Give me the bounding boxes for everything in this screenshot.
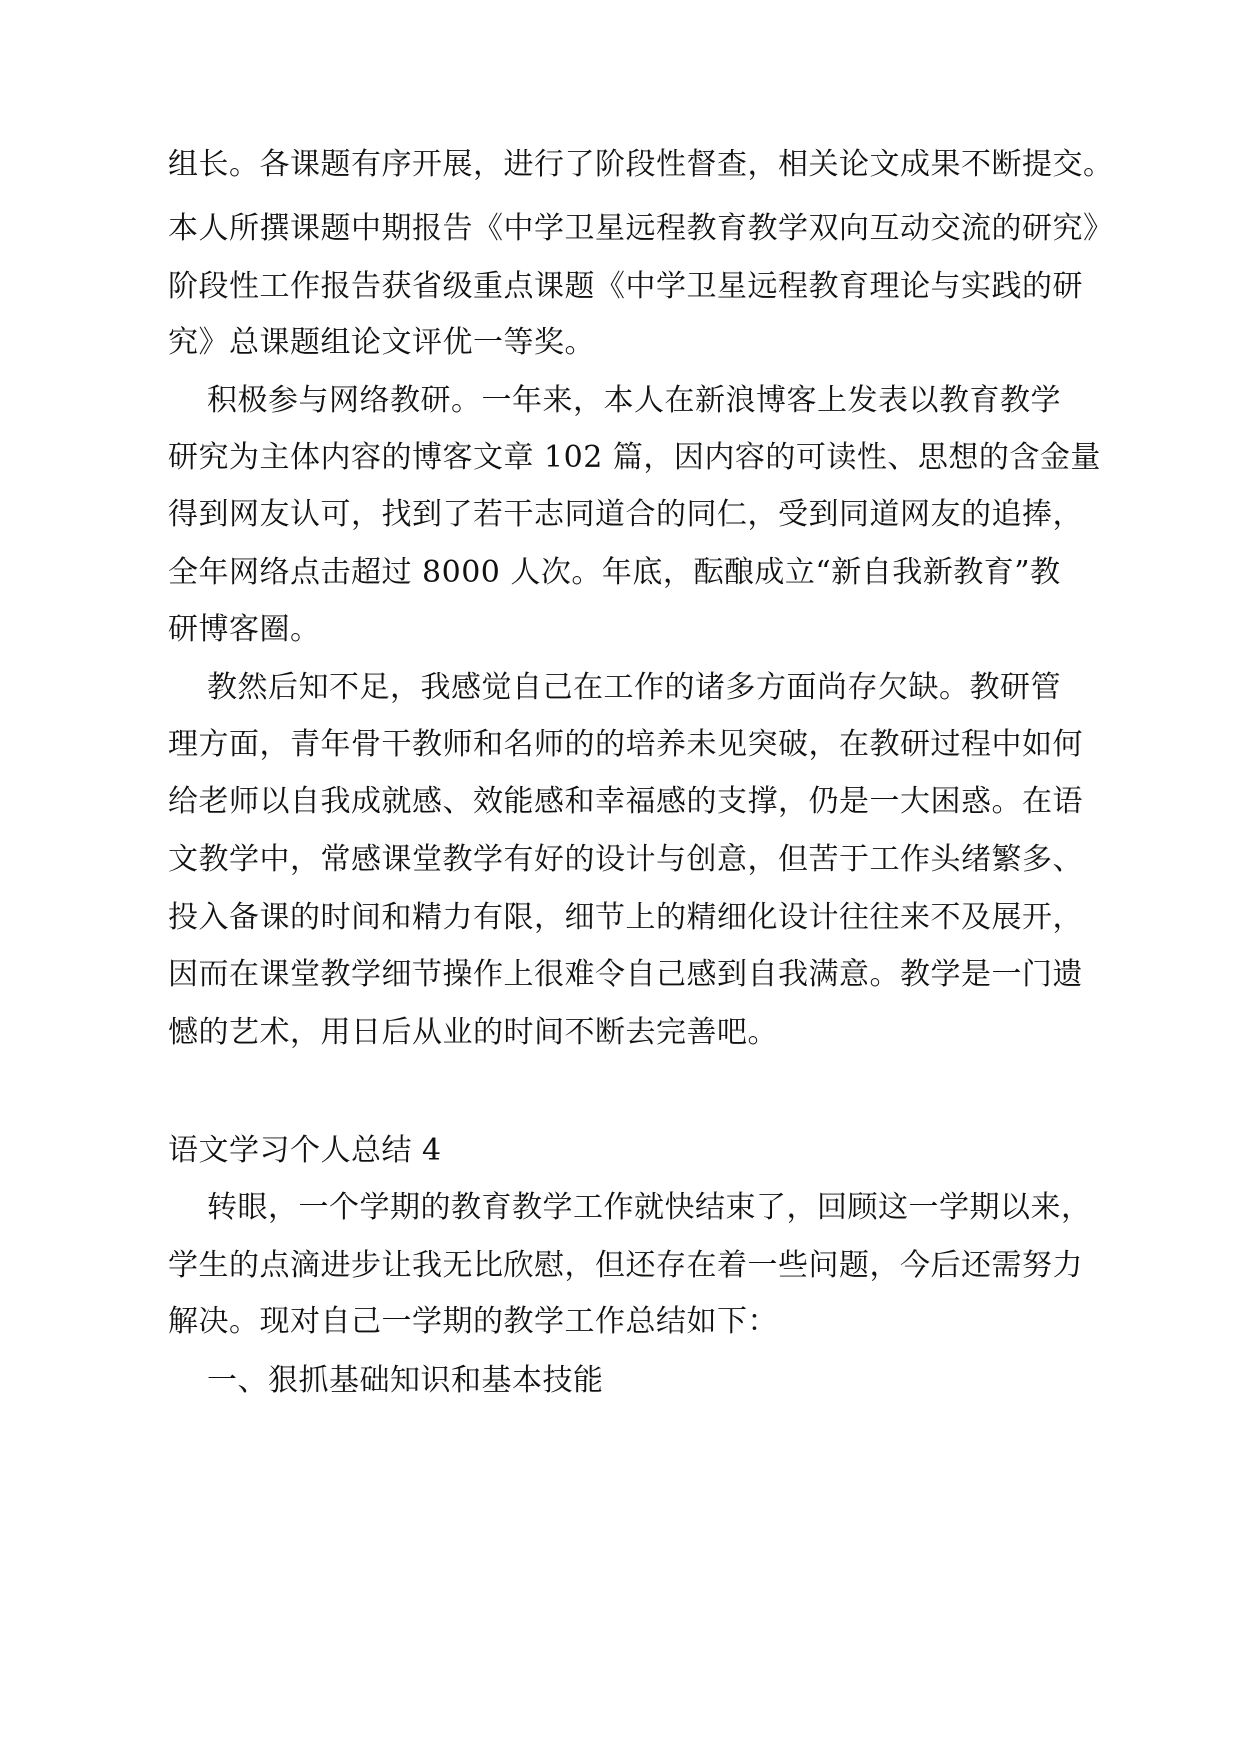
text-line: 究》总课题组论文评优一等奖。 <box>168 325 595 360</box>
text-line: 本人所撰课题中期报告《中学卫星远程教育教学双向互动交流的研究》 <box>168 211 1114 246</box>
text-line: 转眼，一个学期的教育教学工作就快结束了，回顾这一学期以来， <box>207 1190 1092 1225</box>
subsection-heading: 一、狠抓基础知识和基本技能 <box>207 1363 604 1398</box>
text-line: 全年网络点击超过 8000 人次。年底，酝酿成立“新自我新教育”教 <box>168 555 1061 590</box>
text-line: 组长。各课题有序开展，进行了阶段性督查，相关论文成果不断提交。 <box>168 147 1114 182</box>
text-line: 教然后知不足，我感觉自己在工作的诸多方面尚存欠缺。教研管 <box>207 670 1061 705</box>
text-line: 给老师以自我成就感、效能感和幸福感的支撑，仍是一大困惑。在语 <box>168 784 1083 819</box>
text-line: 阶段性工作报告获省级重点课题《中学卫星远程教育理论与实践的研 <box>168 269 1083 304</box>
section-heading: 语文学习个人总结 4 <box>168 1133 442 1168</box>
text-line: 投入备课的时间和精力有限，细节上的精细化设计往往来不及展开， <box>168 900 1083 935</box>
text-line: 因而在课堂教学细节操作上很难令自己感到自我满意。教学是一门遗 <box>168 957 1083 992</box>
text-line: 得到网友认可，找到了若干志同道合的同仁，受到同道网友的追捧， <box>168 497 1083 532</box>
text-line: 理方面，青年骨干教师和名师的的培养未见突破，在教研过程中如何 <box>168 727 1083 762</box>
text-line: 研博客圈。 <box>168 612 321 647</box>
text-line: 解决。现对自己一学期的教学工作总结如下： <box>168 1304 778 1339</box>
text-line: 研究为主体内容的博客文章 102 篇，因内容的可读性、思想的含金量 <box>168 440 1101 475</box>
text-line: 学生的点滴进步让我无比欣慰，但还存在着一些问题，今后还需努力 <box>168 1248 1083 1283</box>
text-line: 积极参与网络教研。一年来，本人在新浪博客上发表以教育教学 <box>207 383 1061 418</box>
text-line: 文教学中，常感课堂教学有好的设计与创意，但苦于工作头绪繁多、 <box>168 842 1083 877</box>
text-line: 憾的艺术，用日后从业的时间不断去完善吧。 <box>168 1015 778 1050</box>
